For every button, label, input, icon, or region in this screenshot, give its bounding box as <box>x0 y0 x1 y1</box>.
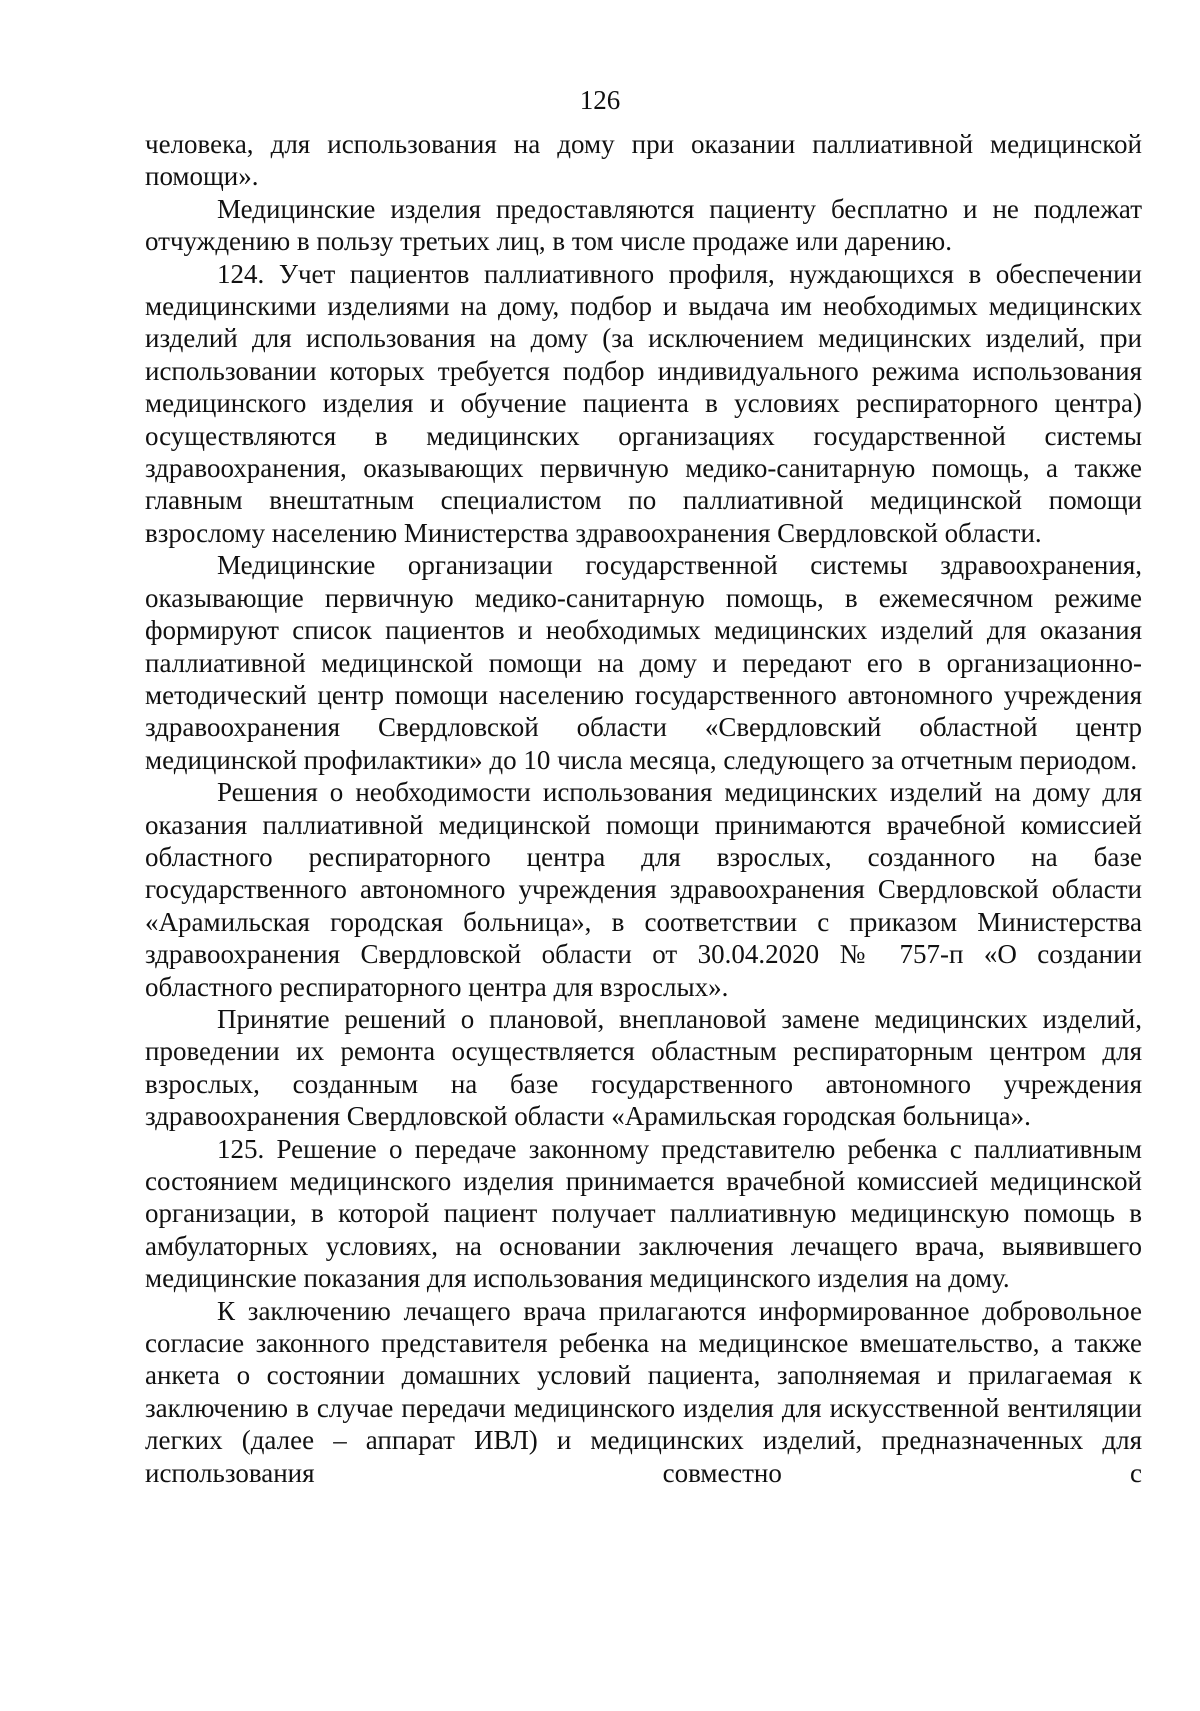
paragraph-monthly-list: Медицинские организации государственной системы здравоохранения, оказывающие первичную медико-санитарную помощь, в ежемесячном режиме формируют список пациентов и необходимых медицинских изделий для оказания паллиативной медицинской помощи на дому и передают его в организационно-методический центр помощи населению государственного автономного учреждения здравоохранения Свердловской области «Свердловский областной центр медицинской профилактики» до 10 числа месяца, следующего за отчетным периодом. <box>145 550 1142 775</box>
paragraph-item-125: 125. Решение о передаче законному представителю ребенка с паллиативным состоянием медицинского изделия принимается врачебной комиссией медицинской организации, в которой пациент получает паллиативную медицинскую помощь в амбулаторных условиях, на основании заключения лечащего врача, выявившего медицинские показания для использования медицинского изделия на дому. <box>145 1133 1142 1294</box>
paragraph-replacement-repair: Принятие решений о плановой, внеплановой замене медицинских изделий, проведении их ремонта осуществляется областным респираторным центром для взрослых, созданным на базе государственного автономного учреждения здравоохранения Свердловской области «Арамильская городская больница». <box>145 1003 1142 1132</box>
paragraph-commission-decisions: Решения о необходимости использования медицинских изделий на дому для оказания паллиативной медицинской помощи принимаются врачебной комиссией областного респираторного центра для взрослых, созданного на базе государственного автономного учреждения здравоохранения Свердловской области «Арамильская городская больница», в соответствии с приказом Министерства здравоохранения Свердловской области от 30.04.2020 № 757-п «О создании областного респираторного центра для взрослых». <box>145 777 1142 1002</box>
paragraph-attachments: К заключению лечащего врача прилагаются информированное добровольное согласие законного представителя ребенка на медицинское вмешательство, а также анкета о состоянии домашних условий пациента, заполняемая и прилагаемая к заключению в случае передачи медицинского изделия для искусственной вентиляции легких (далее – аппарат ИВЛ) и медицинских изделий, предназначенных для использования совместно с <box>145 1295 1142 1488</box>
paragraph-continuation: человека, для использования на дому при оказании паллиативной медицинской помощи». <box>145 129 1142 192</box>
document-body <box>145 128 1142 1489</box>
paragraph-free-of-charge: Медицинские изделия предоставляются пациенту бесплатно и не подлежат отчуждению в пользу третьих лиц, в том числе продаже или дарению. <box>145 193 1142 257</box>
page-number: 126 <box>579 85 621 115</box>
paragraph-item-124: 124. Учет пациентов паллиативного профиля, нуждающихся в обеспечении медицинскими изделиями на дому, подбор и выдача им необходимых медицинских изделий для использования на дому (за исключением медицинских изделий, при использовании которых требуется подбор индивидуального режима использования медицинского изделия и обучение пациента в условиях респираторного центра) осуществляются в медицинских организациях государственной системы здравоохранения, оказывающих первичную медико-санитарную помощь, а также главным внештатным специалистом по паллиативной медицинской помощи взрослому населению Министерства здравоохранения Свердловской области. <box>145 258 1142 548</box>
